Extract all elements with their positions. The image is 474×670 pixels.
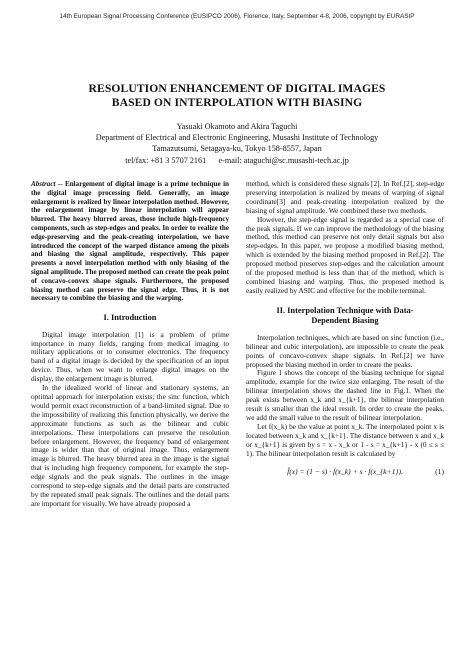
author-department: Department of Electrical and Electronic Engineering, Musashi Institute of Technology <box>95 133 379 143</box>
title-line-1: RESOLUTION ENHANCEMENT OF DIGITAL IMAGES <box>88 82 386 95</box>
right-paragraph-3: Interpolation techniques, which are based on sinc function (i.e., bilinear and cubic interpolation), are impossible to create the peak points of concavo-convex shape signals. In Ref.[2] we have proposed the biasing method in order to create the peaks. <box>246 332 444 369</box>
section-heading-interpolation <box>246 306 444 327</box>
section-heading-introduction: I. Introduction <box>103 313 157 323</box>
right-paragraph-1: method, which is considered these signals [2]. In Ref.[2], step-edge preserving interpolation is realized by means of warping of signal coordinate[3] and peak-creating interpolation realized by the biasing of signal amplitude. We combined these two methods. <box>246 179 444 215</box>
author-contact: tel/fax: +81 3 5707 2161 e-mail: ataguchi@sc.musashi-tech.ac.jp <box>125 155 349 165</box>
intro-paragraph-1: Digital image interpolation [1] is a problem of prime importance in many fields, ranging from medical imaging to military applications or to consumer electronics. The frequency band of a digital image is decided by the specification of an input device. Thus, when we want to enlarge digital images on the display, the enlargement image is blurred. <box>31 329 229 384</box>
title-line-2: BASED ON INTERPOLATION WITH BIASING <box>111 96 363 109</box>
author-address: Tamazutsumi, Setagaya-ku, Tokyo 158-8557, Japan <box>152 144 322 154</box>
right-column <box>246 180 444 477</box>
author-names: Yasuaki Okamoto and Akira Taguchi <box>176 122 298 131</box>
author-block <box>0 121 474 166</box>
right-paragraph-2: However, the step-edge signal is regarded as a special case of the peak signals. If we can improve the methodology of the biasing method, this method can preserve not only detail signals but also step-edges. In this paper, we propose a modified biasing method, which is extended by the biasing method proposed in Ref.[2]. The proposed method preserves step-edges and the calculation amount of the proposed method is less than that of the method, which is combined biasing and warping. Thus, the proposed method is easily realized by ASIC and effective for the mobile terminal. <box>246 214 444 295</box>
abstract-label: Abstract <box>31 180 56 188</box>
equation-1 <box>246 468 444 477</box>
section-heading-line-1: II. Interpolation Technique with Data- <box>276 305 414 315</box>
abstract-text: -- Enlargement of digital image is a prime technique in the digital image processing field. Generally, an image enlargement is realized by linear interpolation method. However, the enlargement image by linear interpolation will appear blurred. The heavy blurred areas, those include high-frequency components, such as step-edges and peaks. In order to realize the edge-preserving and the peak-creating interpolation, we have introduced the concept of the warped distance among the pixels and biasing the signal amplitude, respectively. This paper presents a novel interpolation method with only biasing of the signal amplitude. The proposed method can create the peak point of concavo-convex shape signals. Furthermore, the proposed biasing method can preserve the signal edge. Thus, it is not necessary to combine the biasing and the warping. <box>31 180 229 303</box>
conference-header: 14th European Signal Processing Conference (EUSIPCO 2006), Florence, Italy, September 4-8, 2006, copyright by EURASIP <box>59 13 415 20</box>
equation-1-number: (1) <box>435 467 444 477</box>
section-heading-line-2: Dependent Biasing <box>311 316 379 326</box>
right-paragraph-5: Let f(x_k) be the value at point x_k. The interpolated point x is located between x_k and x_{k+1}. The distance between x and x_k or x_{k+1} is given by s = x - x_k or 1 - s = x_{k+1} - x (0 ≤ s ≤ 1). The bilinear interpolation result is calculated by <box>246 421 444 458</box>
abstract <box>31 180 229 303</box>
equation-1-formula: f̂(x) = (1 − s) · f(x_k) + s · f(x_{k+1}). <box>287 467 403 477</box>
right-paragraph-4: Figure 1 shows the concept of the biasing technique for signal amplitude, example for the twice size enlarging. The result of the bilinear interpolation shows the dashed line in Fig.1. When the peak exists between x_k and x_{k+1}, the bilinear interpolation result is smaller than the ideal result. In order to create the peaks, we add the small value to the result of bilinear interpolation. <box>246 368 444 422</box>
paper-title <box>0 82 474 110</box>
left-column <box>31 180 229 509</box>
intro-paragraph-2: In the idealized world of linear and stationary systems, an optimal approach for interpolation exists; the sinc function, which would permit exact reconstruction of a band-limited signal. Due to the impossibility of realizing this function physically, we derive the approximate functions as such as the bilinear and cubic interpolations. These interpolations can preserve the resolution before enlargement. However, the frequency band of enlargement image is wider than that of original image. Thus, enlargement image is blurred. The heavy blurred area in the image is the signal that is including high frequency component, for example the step-edge signals and the peak signals. The outlines in the image correspond to step-edge signals and the detail parts are constructed by the repeated small peak signals. The outlines and the detail parts are important for visually. We have already proposed a <box>31 383 229 508</box>
